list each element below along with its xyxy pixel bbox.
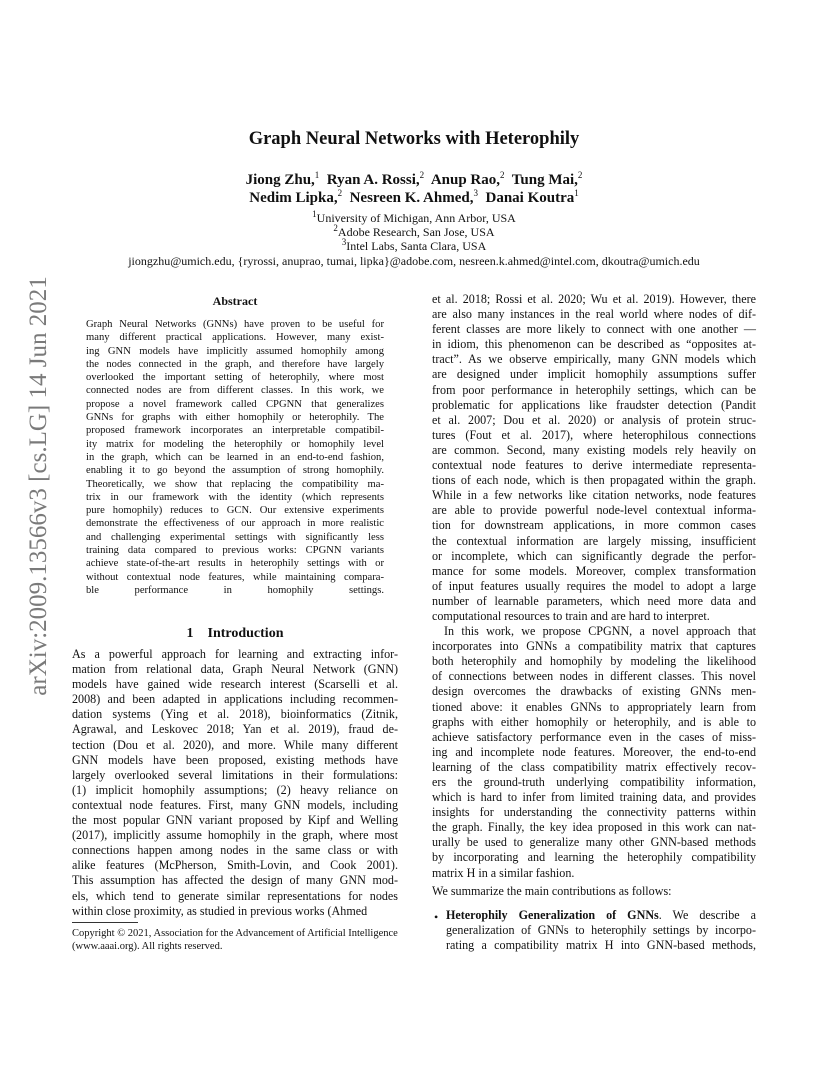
body-line: et al. 2007; Dou et al. 2020) or analysis of protein struc-	[432, 412, 756, 427]
body-line: 2008) and been adapted in applications including recommen-	[72, 692, 398, 707]
body-line: ers the ground-truth underlying compatibility information,	[432, 775, 756, 789]
arxiv-id-label: arXiv:2009.13566v3 [cs.LG] 14 Jun 2021	[25, 276, 52, 696]
body-line: In this work, we propose CPGNN, a novel approach that	[444, 624, 756, 639]
body-line: alike features (McPherson, Smith-Lovin, and Cook 2001).	[72, 858, 398, 873]
footnote-rule	[72, 922, 138, 923]
abstract-line: connected nodes are from different classes. In this work, we	[86, 385, 384, 397]
abstract-line: trix in our framework with the identity (which represents	[86, 491, 384, 503]
body-line: of input features usually requires the model to adopt a large	[432, 578, 756, 593]
body-line: problematic for applications like fraudster detection (Pandit	[432, 397, 756, 412]
body-line: number of learnable parameters, which need more data and	[432, 593, 756, 608]
bullet-marker: •	[434, 910, 439, 924]
author: Tung Mai,$^2$	[511, 170, 583, 188]
body-line: tion for downstream applications, in more common cases	[432, 518, 756, 533]
affiliation: $^1$University of Michigan, Ann Arbor, USA	[312, 209, 516, 225]
abstract-line: ble performance in homophily settings.	[86, 584, 384, 596]
body-line: in idiom, this phenomenon can be described as “opposites at-	[432, 337, 756, 352]
abstract-heading: Abstract	[212, 294, 258, 308]
author: Ryan A. Rossi,$^2$	[326, 170, 425, 188]
body-line: computational resources to train and are hard to interpret.	[432, 608, 710, 623]
body-line: largely overlooked several limitations in their formulations:	[72, 767, 398, 782]
abstract-line: achieve state-of-the-art results in heterophily settings with or	[86, 558, 384, 570]
abstract-line: ing GNN models have implicitly assumed homophily among	[86, 345, 384, 357]
author: Jiong Zhu,$^1$	[245, 170, 320, 188]
abstract-line: enabling it to go beyond the assumption of strong homophily.	[86, 465, 384, 477]
body-line: (1) implicit homophily assumptions; (2) heavy reliance on	[72, 782, 398, 797]
author: Anup Rao,$^2$	[430, 170, 505, 188]
abstract-line: ity matrix for modeling the heterophily or homophily level	[86, 438, 384, 450]
body-line: mance for some models. Moreover, complex transformation	[432, 563, 756, 578]
copyright-footnote: Copyright © 2021, Association for the Advancement of Artificial Intelligence (www.aaai.org). All rights reserved.	[72, 928, 398, 953]
body-line: els, which tend to generate similar representations for nodes	[72, 888, 398, 903]
abstract-line: Theoretically, we show that replacing the compatibility ma-	[86, 478, 384, 490]
abstract-line: propose a novel framework called CPGNN that generalizes	[86, 398, 384, 410]
body-line: GNN models have been proposed, existing methods have	[72, 752, 398, 767]
body-line: insights for understanding the connectivity patterns within	[432, 805, 756, 820]
paper-title: Graph Neural Networks with Heterophily	[248, 129, 580, 149]
intro-column-left	[72, 647, 398, 919]
body-line: dation systems (Ying et al. 2018), bioinformatics (Zitnik,	[72, 707, 398, 722]
abstract-line: proposed framework incorporates an interpretable compatibil-	[86, 425, 384, 437]
body-line: urally be used to generalize many other GNN-based methods	[432, 835, 756, 850]
abstract-line: pure homophily) reduces to GCN. Our extensive experiments	[86, 505, 384, 517]
abstract-line: in the graph, which can be learned in an end-to-end fashion,	[86, 451, 384, 463]
body-line: design overcomes the drawbacks of existing GNNs men-	[432, 684, 756, 699]
intro-column-right	[432, 292, 756, 881]
affiliation: $^3$Intel Labs, Santa Clara, USA	[341, 237, 487, 253]
abstract-line: demonstrate the effectiveness of our approach in more realistic	[86, 518, 384, 530]
body-line: graphs with either homophily or heterophily, and is able to	[432, 714, 756, 729]
body-line: the contextual information are largely missing, insufficient	[432, 533, 756, 548]
abstract-line: and challenging experimental settings with significantly less	[86, 531, 384, 543]
body-line: within close proximity, as studied in previous works (Ahmed	[72, 903, 368, 918]
body-line: by incorporating and learning the heterophily compatibility	[432, 850, 756, 865]
author: Nesreen K. Ahmed,$^3$	[349, 188, 478, 206]
author: Danai Koutra$^1$	[485, 188, 579, 206]
body-line: mation from relational data, Graph Neural Network (GNN)	[72, 662, 398, 677]
abstract-line: training data compared to previous works: CPGNN variants	[86, 545, 384, 557]
body-line: learning of the class compatibility matrix effectively recov-	[432, 759, 756, 774]
body-line: (2017), implicitly assume homophily in the graph, where most	[72, 828, 398, 843]
body-line: This assumption has affected the design of many GNN mod-	[72, 873, 398, 888]
body-line: are able to provide powerful node-level contextual informa-	[432, 503, 756, 518]
body-line: tection (Dou et al. 2020), and more. While many different	[72, 737, 398, 752]
bullet-line: generalization of GNNs to heterophily settings by incorpo-	[446, 923, 756, 938]
bullet-line: rating a compatibility matrix H into GNN-based methods,	[446, 938, 756, 953]
body-line: the most popular GNN variant proposed by Kipf and Welling	[72, 813, 398, 828]
body-line: the graph. Finally, the key idea proposed in this work can nat-	[432, 820, 756, 835]
abstract-line: many different practical applications. However, many exist-	[86, 332, 384, 344]
author-emails: jiongzhu@umich.edu, {ryrossi, anuprao, tumai, lipka}@adobe.com, nesreen.k.ahmed@intel.com, dkoutra@umich.edu	[128, 254, 700, 268]
abstract-line: the nodes connected in the graph, and therefore have largely	[86, 358, 384, 370]
body-line: Agrawal, and Leskovec 2018; Yan et al. 2019), fraud de-	[72, 722, 398, 737]
contribution-bullet	[446, 908, 756, 953]
body-line: ferent classes are more likely to connect with one another —	[432, 322, 756, 337]
body-line: models have gained wide research interest (Scarselli et al.	[72, 677, 398, 692]
contributions-intro: We summarize the main contributions as follows:	[432, 884, 672, 898]
body-line: are also many instances in the real world where nodes of dif-	[432, 307, 756, 322]
section-heading-introduction: 1 Introduction	[186, 626, 284, 641]
body-line: contextual node features. First, many GNN models, including	[72, 797, 398, 812]
body-line: are common. Second, many existing models rely heavily on	[432, 442, 756, 457]
body-line: et al. 2018; Rossi et al. 2020; Wu et al. 2019). However, there	[432, 292, 756, 306]
arxiv-sidebar-stamp	[22, 276, 56, 696]
body-line: incorporates into GNNs a compatibility matrix that captures	[432, 639, 756, 654]
bullet-line: Heterophily Generalization of GNNs. We describe a	[446, 908, 756, 922]
author: Nedim Lipka,$^2$	[249, 188, 343, 206]
body-line: contextual node features to derive intermediate representa-	[432, 458, 756, 473]
body-line: connections happen among nodes in the same class or with	[72, 843, 398, 858]
body-line: As a powerful approach for learning and extracting infor-	[72, 647, 398, 661]
body-line: matrix H in a similar fashion.	[432, 865, 575, 880]
body-line: both heterophily and homophily by modeling the likelihood	[432, 654, 756, 669]
body-line: from poor performance in heterophily settings, which can be	[432, 382, 756, 397]
body-line: tures (Fout et al. 2017), where heterophilous connections	[432, 427, 756, 442]
author-line-1	[0, 171, 828, 190]
body-line: or incomplete, which can significantly degrade the perfor-	[432, 548, 756, 563]
body-line: tions of each node, which is then propagated within the graph.	[432, 473, 756, 488]
body-line: While in a few networks like citation networks, node features	[432, 488, 756, 503]
body-line: of connections between nodes in different classes. This novel	[432, 669, 756, 684]
body-line: ing and incomplete node features. Moreover, the end-to-end	[432, 744, 756, 759]
body-line: are designed under implicit homophily assumptions suffer	[432, 367, 756, 382]
body-line: achieve satisfactory performance even in the cases of miss-	[432, 729, 756, 744]
body-line: tract”. As we observe empirically, many GNN models which	[432, 352, 756, 367]
abstract-line: GNNs for graphs with either homophily or heterophily. The	[86, 412, 384, 424]
author-line-2	[0, 189, 828, 208]
abstract-line: Graph Neural Networks (GNNs) have proven to be useful for	[86, 319, 384, 330]
affiliation: $^2$Adobe Research, San Jose, USA	[333, 223, 495, 239]
abstract-line: overlooked the important setting of heterophily, where most	[86, 372, 384, 384]
body-line: which is hard to infer from limited training data, and provides	[432, 790, 756, 805]
body-line: tioned above: it enables GNNs to appropriately learn from	[432, 699, 756, 714]
abstract-body	[86, 318, 384, 597]
abstract-line: without contextual node features, while maintaining compara-	[86, 571, 384, 583]
